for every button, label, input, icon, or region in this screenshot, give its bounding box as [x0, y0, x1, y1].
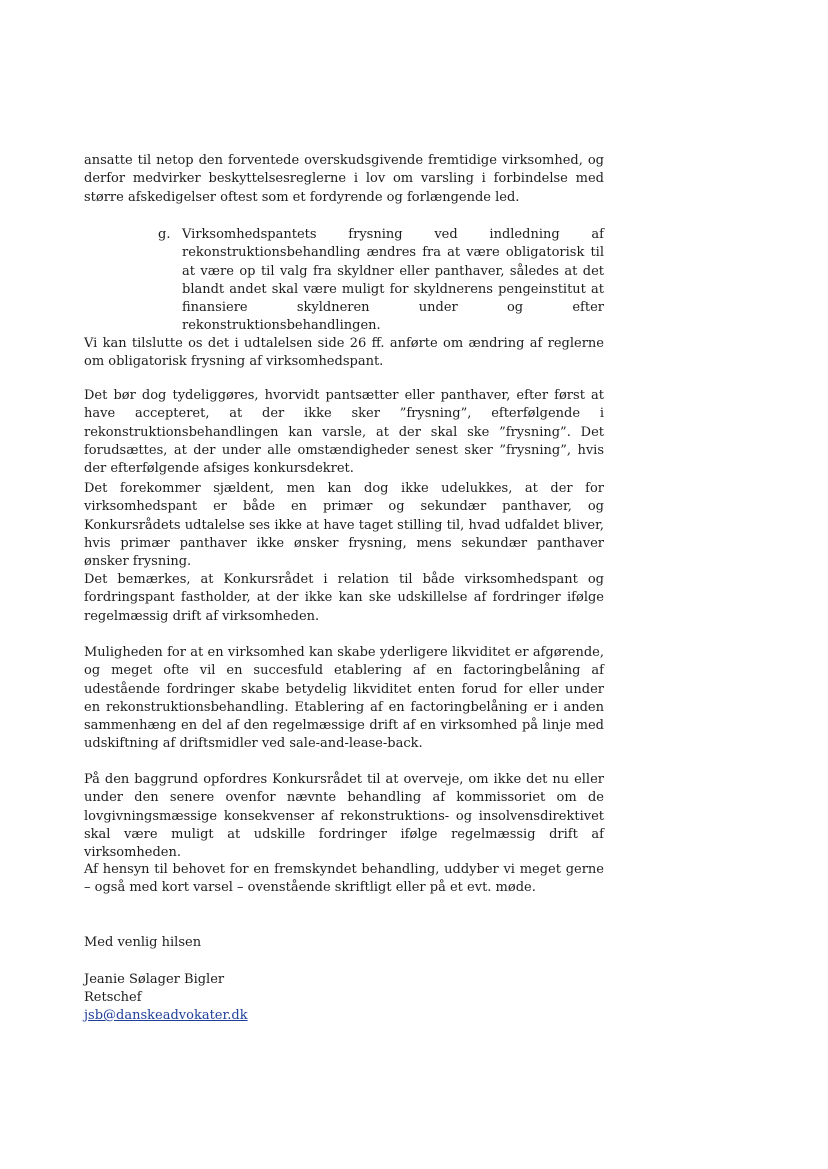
- paragraph-opfordring: På den baggrund opfordres Konkursrådet til at overveje, om ikke det nu eller under den senere ovenfor nævnte behandling af kommissoriet om de lovgivningsmæssige konsekvenser af rekonstruktions- og insolvensdirektivet skal være muligt at udskille fordringer ifølge regelmæssig drift af virksomheden.: [84, 772, 604, 861]
- list-item-marker: g.: [158, 227, 171, 242]
- signature-name: Jeanie Sølager Bigler: [84, 972, 225, 987]
- paragraph-udskillelse: Det bemærkes, at Konkursrådet i relation til både virksomhedspant og fordringspant fastholder, at der ikke kan ske udskillelse af fordringer ifølge regelmæssig drift af virksomheden.: [84, 572, 604, 624]
- signature-closing: Med venlig hilsen: [84, 935, 202, 950]
- signature-title: Retschef: [84, 990, 142, 1005]
- paragraph-likviditet: Muligheden for at en virksomhed kan skabe yderligere likviditet er afgørende, og meget ofte vil en succesfuld etablering af en factoringbelåning af udestående fordringer skabe betydelig likviditet enten forud for eller under en rekonstruktionsbehandling. Etablering af en factoringbelåning er i anden sammenhæng en del af den regelmæssige drift af en virksomhed på linje med udskiftning af driftsmidler ved sale-and-lease-back.: [84, 645, 604, 752]
- paragraph-continuation: ansatte til netop den forventede overskudsgivende fremtidige virksomhed, og derfor medvirker beskyttelsesreglerne i lov om varsling i forbindelse med større afskedigelser oftest som et fordyrende og forlængende led.: [84, 153, 604, 205]
- paragraph-fremskyndet: Af hensyn til behovet for en fremskyndet behandling, uddyber vi meget gerne – også med kort varsel – ovenstående skriftligt eller på et evt. møde.: [84, 862, 604, 896]
- signature-email-link[interactable]: jsb@danskeadvokater.dk: [84, 1008, 248, 1023]
- paragraph-frysning-obligatorisk: Vi kan tilslutte os det i udtalelsen side 26 ff. anførte om ændring af reglerne om obligatorisk frysning af virksomhedspant.: [84, 336, 604, 370]
- list-item-text: Virksomhedspantets frysning ved indledning af rekonstruktionsbehandling ændres fra at være obligatorisk til at være op til valg fra skyldner eller panthaver, således at det blandt andet skal være muligt for skyldnerens pengeinstitut at finansiere skyldneren under og efter rekonstruktionsbehandlingen.: [182, 227, 604, 334]
- paragraph-tydeliggoeres: Det bør dog tydeliggøres, hvorvidt pantsætter eller panthaver, efter først at have accepteret, at der ikke sker ”frysning”, efterfølgende i rekonstruktionsbehandlingen kan varsle, at der skal ske ”frysning”. Det forudsættes, at der under alle omstændigheder senest sker ”frysning”, hvis der efterfølgende afsiges konkursdekret.: [84, 388, 604, 477]
- paragraph-primaer-sekundaer: Det forekommer sjældent, men kan dog ikke udelukkes, at der for virksomhedspant er både en primær og sekundær panthaver, og Konkursrådets udtalelse ses ikke at have taget stilling til, hvad udfaldet bliver, hvis primær panthaver ikke ønsker frysning, mens sekundær panthaver ønsker frysning.: [84, 481, 604, 570]
